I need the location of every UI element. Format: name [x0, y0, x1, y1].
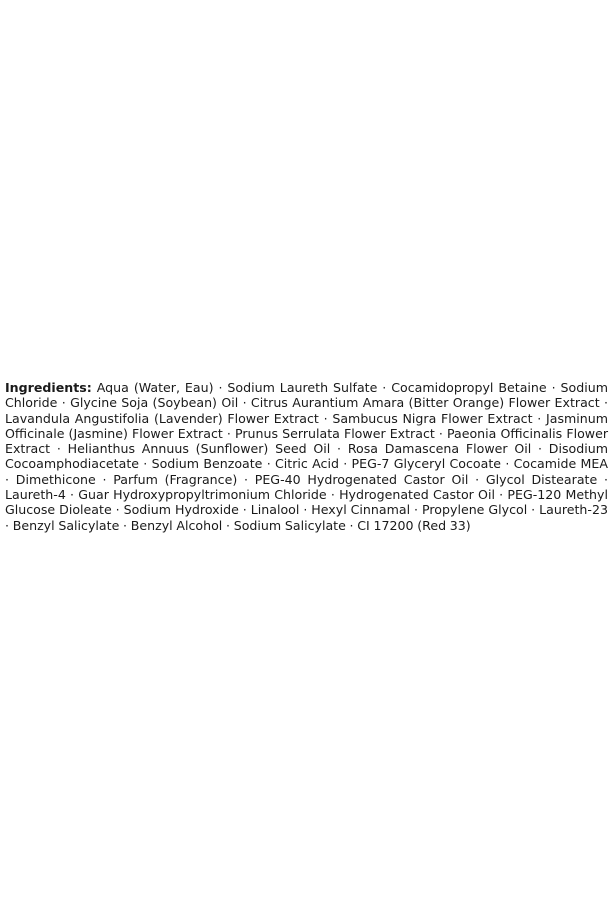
ingredients-paragraph — [5, 380, 608, 533]
ingredients-label: Ingredients: — [5, 380, 92, 395]
ingredients-list: Aqua (Water, Eau) · Sodium Laureth Sulfate · Cocamidopropyl Betaine · Sodium Chloride · Glycine Soja (Soybean) Oil · Citrus Aurantium Amara (Bitter Orange) Flower Extract · Lavandula Angustifolia (Lavender) Flower Extract · Sambucus Nigra Flower Extract · Jasminum Officinale (Jasmine) Flower Extract · Prunus Serrulata Flower Extract · Paeonia Officinalis Flower Extract · Helianthus Annuus (Sunflower) Seed Oil · Rosa Damascena Flower Oil · Disodium Cocoamphodiacetate · Sodium Benzoate · Citric Acid · PEG-7 Glyceryl Cocoate · Cocamide MEA · Dimethicone · Parfum (Fragrance) · PEG-40 Hydrogenated Castor Oil · Glycol Distearate · Laureth-4 · Guar Hydroxypropyltrimonium Chloride · Hydrogenated Castor Oil · PEG-120 Methyl Glucose Dioleate · Sodium Hydroxide · Linalool · Hexyl Cinnamal · Propylene Glycol · Laureth-23 · Benzyl Salicylate · Benzyl Alcohol · Sodium Salicylate · CI 17200 (Red 33) — [5, 380, 608, 533]
